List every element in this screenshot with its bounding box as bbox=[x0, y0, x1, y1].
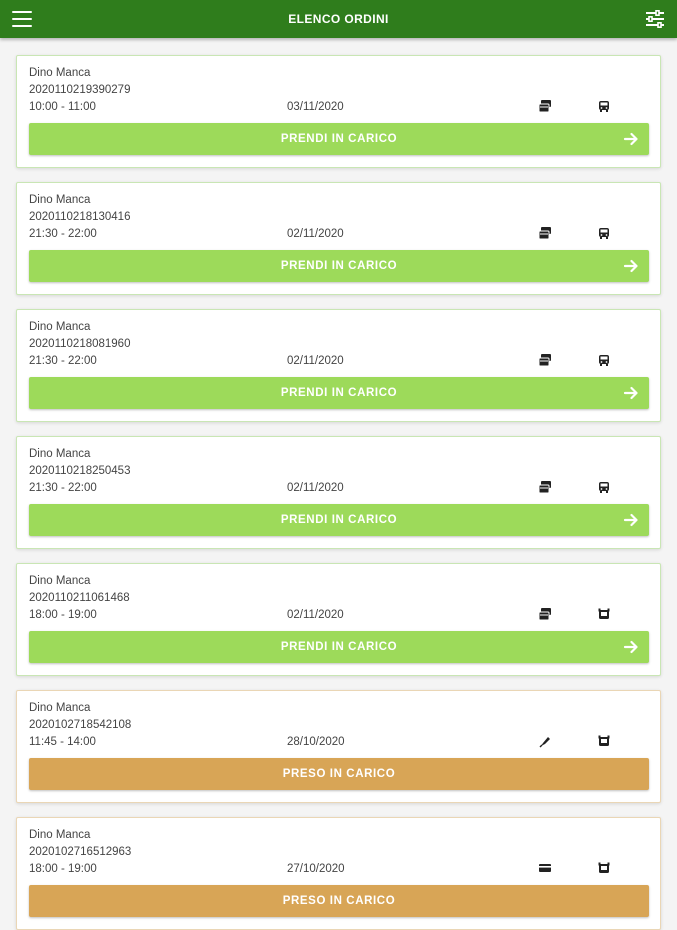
arrow-right-icon bbox=[623, 512, 639, 528]
hamburger-icon[interactable] bbox=[12, 11, 32, 27]
customer-name: Dino Manca bbox=[29, 67, 91, 79]
app-bar bbox=[0, 0, 677, 38]
cards-icon bbox=[538, 480, 552, 494]
bus-icon bbox=[597, 226, 611, 240]
taken-status-button[interactable] bbox=[29, 758, 649, 790]
time-slot: 21:30 - 22:00 bbox=[29, 355, 97, 367]
credit-card-icon bbox=[538, 861, 552, 875]
order-date: 02/11/2020 bbox=[287, 609, 344, 621]
arrow-right-icon bbox=[623, 639, 639, 655]
order-code: 2020102716512963 bbox=[29, 846, 132, 858]
order-date: 02/11/2020 bbox=[287, 355, 344, 367]
order-code: 2020110211061468 bbox=[29, 592, 130, 604]
orders-list[interactable] bbox=[0, 38, 677, 907]
arrow-right-icon bbox=[623, 131, 639, 147]
time-slot: 21:30 - 22:00 bbox=[29, 482, 97, 494]
arrow-right-icon bbox=[623, 385, 639, 401]
pen-icon bbox=[538, 734, 552, 748]
taken-status-button[interactable] bbox=[29, 885, 649, 917]
order-date: 02/11/2020 bbox=[287, 482, 344, 494]
cards-icon bbox=[538, 99, 552, 113]
time-slot: 10:00 - 11:00 bbox=[29, 101, 96, 113]
button-label: PRENDI IN CARICO bbox=[280, 133, 398, 145]
button-label: PRESO IN CARICO bbox=[282, 895, 396, 907]
time-slot: 18:00 - 19:00 bbox=[29, 609, 97, 621]
bus-icon bbox=[597, 99, 611, 113]
order-date: 27/10/2020 bbox=[287, 863, 345, 875]
bus-icon bbox=[597, 353, 611, 367]
order-card[interactable] bbox=[16, 563, 661, 676]
button-label: PRESO IN CARICO bbox=[282, 768, 396, 780]
take-charge-button[interactable] bbox=[29, 377, 649, 409]
order-date: 02/11/2020 bbox=[287, 228, 344, 240]
order-date: 03/11/2020 bbox=[287, 101, 344, 113]
order-card[interactable] bbox=[16, 690, 661, 803]
take-charge-button[interactable] bbox=[29, 250, 649, 282]
bus-icon bbox=[597, 480, 611, 494]
take-charge-button[interactable] bbox=[29, 504, 649, 536]
order-code: 2020110218130416 bbox=[29, 211, 131, 223]
button-label: PRENDI IN CARICO bbox=[280, 387, 398, 399]
customer-name: Dino Manca bbox=[29, 575, 91, 587]
customer-name: Dino Manca bbox=[29, 829, 91, 841]
order-card[interactable] bbox=[16, 817, 661, 930]
customer-name: Dino Manca bbox=[29, 702, 91, 714]
order-card[interactable] bbox=[16, 309, 661, 422]
order-code: 2020110219390279 bbox=[29, 84, 131, 96]
button-label: PRENDI IN CARICO bbox=[280, 514, 398, 526]
cards-icon bbox=[538, 607, 552, 621]
order-card[interactable] bbox=[16, 436, 661, 549]
button-label: PRENDI IN CARICO bbox=[280, 260, 398, 272]
time-slot: 18:00 - 19:00 bbox=[29, 863, 97, 875]
cards-icon bbox=[538, 226, 552, 240]
order-code: 2020110218081960 bbox=[29, 338, 131, 350]
sliders-icon[interactable] bbox=[645, 10, 665, 28]
page-title: ELENCO ORDINI bbox=[288, 12, 389, 26]
store-icon bbox=[597, 607, 611, 621]
order-card[interactable] bbox=[16, 55, 661, 168]
take-charge-button[interactable] bbox=[29, 123, 649, 155]
customer-name: Dino Manca bbox=[29, 321, 91, 333]
button-label: PRENDI IN CARICO bbox=[280, 641, 398, 653]
cards-icon bbox=[538, 353, 552, 367]
take-charge-button[interactable] bbox=[29, 631, 649, 663]
order-code: 2020102718542108 bbox=[29, 719, 132, 731]
store-icon bbox=[597, 734, 611, 748]
customer-name: Dino Manca bbox=[29, 194, 91, 206]
store-icon bbox=[597, 861, 611, 875]
time-slot: 11:45 - 14:00 bbox=[29, 736, 96, 748]
time-slot: 21:30 - 22:00 bbox=[29, 228, 97, 240]
arrow-right-icon bbox=[623, 258, 639, 274]
order-date: 28/10/2020 bbox=[287, 736, 345, 748]
customer-name: Dino Manca bbox=[29, 448, 91, 460]
order-code: 2020110218250453 bbox=[29, 465, 131, 477]
order-card[interactable] bbox=[16, 182, 661, 295]
